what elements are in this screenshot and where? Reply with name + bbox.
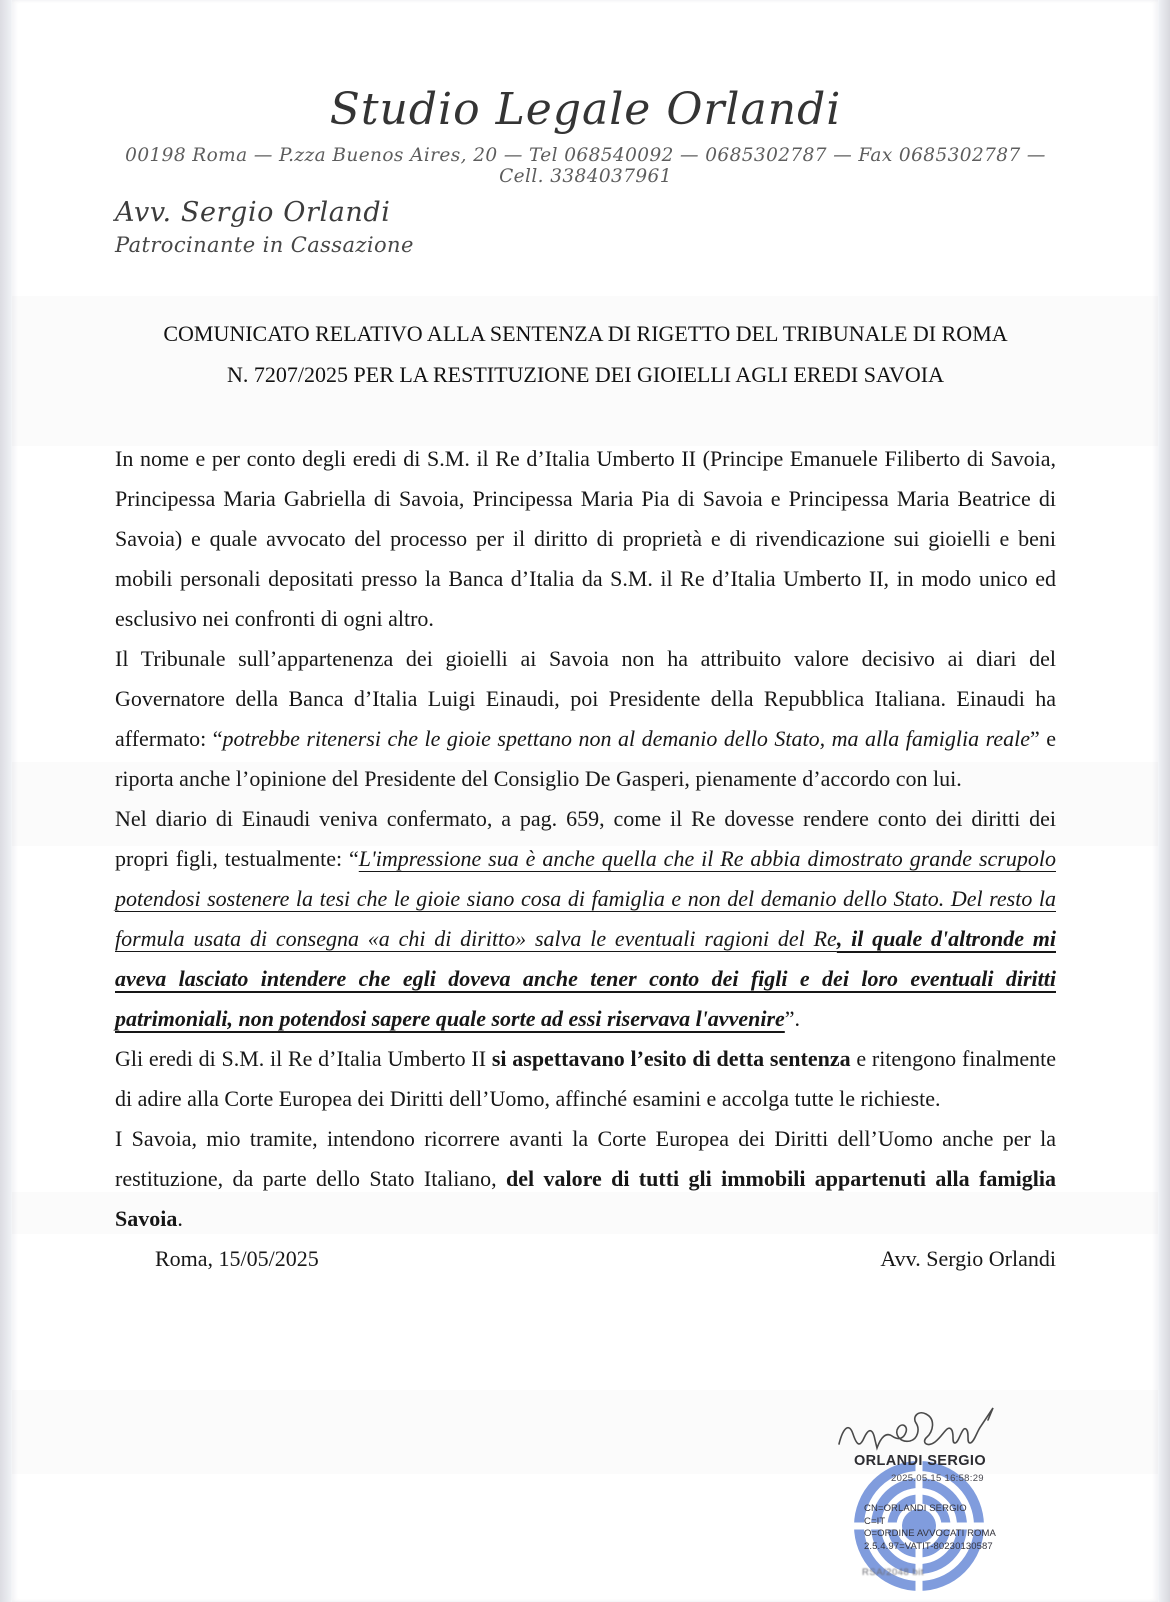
cert-line: O=ORDINE AVVOCATI ROMA (864, 1528, 996, 1539)
document-title-line1: COMUNICATO RELATIVO ALLA SENTENZA DI RIGETTO DEL TRIBUNALE DI ROMA (163, 321, 1008, 346)
text-run: , il quale d'altronde mi aveva lasciato intendere che egli doveva anche tener conto dei figli e dei loro eventuali diritti patrimoniali, non potendosi sapere quale sorte ad essi riservava l'avvenire (115, 926, 1056, 1031)
stamp-signer-name: ORLANDI SERGIO (853, 1453, 987, 1469)
paragraph (115, 799, 1056, 1039)
paragraph (115, 1039, 1056, 1119)
text-run: Gli eredi di S.M. il Re d’Italia Umberto II (115, 1046, 492, 1071)
text-run: ”. (784, 1006, 801, 1031)
text-run: . (177, 1206, 183, 1231)
text-run: Nel diario di Einaudi veniva confermato, a pag. 659, come il Re dovesse rendere conto dei diritti dei propri figli, testualmente: “ (115, 806, 1056, 871)
paragraph (115, 639, 1056, 799)
text-run: In nome e per conto degli eredi di S.M. il Re d’Italia Umberto II (Principe Emanuele Filiberto di Savoia, Principessa Maria Gabriella di Savoia, Principessa Maria Pia di Savoia e Principessa Maria Beatrice di Savoia) e quale avvocato del processo per il diritto di proprietà e di rivendicazione sui gioielli e beni mobili personali depositati presso la Banca d’Italia da S.M. il Re d’Italia Umberto II, in modo unico ed esclusivo nei confronti di ogni altro. (115, 446, 1056, 631)
dateline-signatory: Avv. Sergio Orlandi (880, 1246, 1056, 1271)
stamp-partial-line: RSA/2048 bit (862, 1567, 924, 1578)
dateline-place-date: Roma, 15/05/2025 (155, 1246, 319, 1271)
dateline (115, 1239, 1056, 1279)
paragraph (115, 1119, 1056, 1239)
letterhead-lawyer-title: Patrocinante in Cassazione (115, 233, 414, 257)
text-run: ” e riporta anche l’opinione del Presidente del Consiglio De Gasperi, pienamente d’accordo con lui. (115, 726, 1057, 791)
text-run: e ritengono finalmente di adire alla Corte Europea dei Diritti dell’Uomo, affinché esamini e accolga tutte le richieste. (115, 1046, 1057, 1111)
letterhead-address-line: 00198 Roma — P.zza Buenos Aires, 20 — Tel 068540092 — 0685302787 — Fax 0685302787 — Cell. 3384037961 (125, 145, 1046, 187)
stamp-cert-lines (864, 1503, 996, 1553)
paragraph (115, 439, 1056, 639)
letterhead-lawyer-name: Avv. Sergio Orlandi (115, 197, 391, 228)
text-run: L'impressione sua è anche quella che il Re abbia dimostrato grande scrupolo potendosi sostenere la tesi che le gioie siano cosa di famiglia e non del demanio dello Stato. Del resto la formula usata di consegna «a chi di diritto» salva le eventuali ragioni del Re (115, 846, 1056, 951)
cert-line: C=IT (864, 1515, 886, 1527)
text-run: Il Tribunale sull’appartenenza dei gioielli ai Savoia non ha attribuito valore decisivo ai diari del Governatore della Banca d’Italia Luigi Einaudi, poi Presidente della Repubblica Italiana. Einaudi ha affermato: “ (115, 646, 1056, 751)
text-run: I Savoia, mio tramite, intendono ricorrere avanti la Corte Europea dei Diritti dell’Uomo anche per la restituzione, da parte dello Stato Italiano, (115, 1126, 1056, 1191)
cert-line: 2.5.4.97=VATIT-80230130587 (864, 1540, 993, 1552)
document-title-line2: N. 7207/2025 PER LA RESTITUZIONE DEI GIOIELLI AGLI EREDI SAVOIA (227, 362, 944, 387)
cert-line: CN=ORLANDI SERGIO (864, 1503, 967, 1514)
text-run: potrebbe ritenersi che le gioie spettano non al demanio dello Stato, ma alla famiglia reale (222, 726, 1030, 751)
body-paragraphs (115, 439, 1056, 1239)
text-run: si aspettavano l’esito di detta sentenza (491, 1046, 851, 1071)
document-page (12, 0, 1158, 1602)
stamp-timestamp: 2025.05.15 16:58:29 (891, 1473, 984, 1484)
document-title (115, 313, 1056, 395)
handwritten-signature-icon (835, 1400, 1007, 1456)
text-run: del valore di tutti gli immobili appartenuti alla famiglia Savoia (115, 1166, 1056, 1231)
letterhead-firm-name: Studio Legale Orlandi (329, 84, 842, 135)
